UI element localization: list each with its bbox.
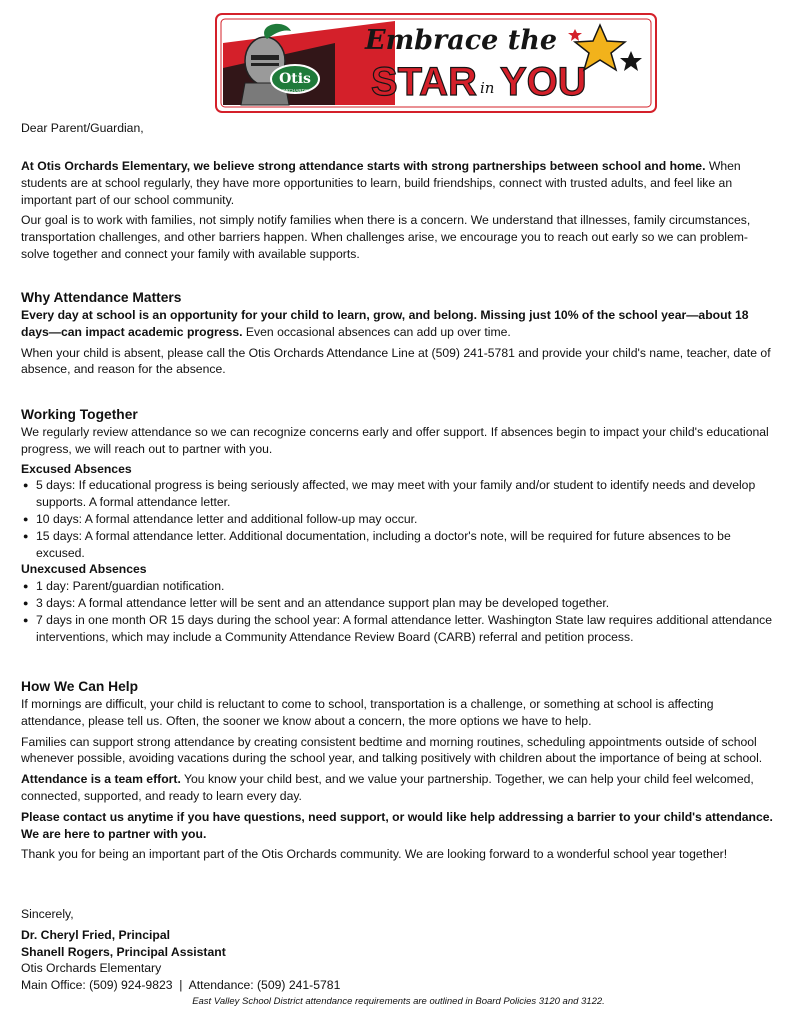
- help-team-rest: You know your child best, and we value your partnership. Together, we can help your child feel welcomed, connected, supported, and ready to learn every day.: [21, 772, 754, 803]
- help-paragraph-3: [21, 771, 776, 805]
- list-item: ● 5 days: If educational progress is being seriously affected, we may meet with your family and/or student to identify needs and develop supports. A formal attendance letter.: [21, 477, 776, 511]
- list-item: ● 3 days: A formal attendance letter will be sent and an attendance support plan may be developed together.: [21, 595, 776, 612]
- greeting: Dear Parent/Guardian,: [21, 121, 144, 135]
- signoff: [21, 906, 776, 994]
- banner-in-word: in: [480, 79, 495, 97]
- signer-1-name: Dr. Cheryl Fried, Principal: [21, 927, 171, 942]
- why-paragraph-2: When your child is absent, please call the Otis Orchards Attendance Line at (509) 241-5781 and provide your child's name, teacher, date of absence, and reason for the absence.: [21, 345, 771, 377]
- otis-logo: [271, 65, 319, 93]
- why-paragraph-1: [21, 307, 776, 341]
- excused-heading: Excused Absences: [21, 461, 132, 476]
- working-section: [21, 406, 776, 645]
- intro-rest: When students are at school regularly, they have more opportunities to learn, build friendships, connect with trusted adults, and feel like an important part of our school community.: [21, 159, 741, 207]
- intro-lead-bold: At Otis Orchards Elementary, we believe strong attendance starts with strong partnerships between school and home.: [21, 159, 706, 173]
- list-item: ● 7 days in one month OR 15 days during the school year: A formal attendance letter. Washington State law requires additional attendance interventions, which may include a Community Attendance Review Board (CARB) referral and petition process.: [21, 612, 776, 646]
- footnote: East Valley School District attendance requirements are outlined in Board Policies 3120 and 3122.: [192, 996, 605, 1007]
- help-paragraph-2: Families can support strong attendance by creating consistent bedtime and morning routines, scheduling appointments outside of school whenever possible, avoiding vacations during the school year, and talking positively with children about the importance of being at school.: [21, 734, 763, 766]
- help-team-bold: Attendance is a team effort.: [21, 772, 181, 787]
- intro-paragraph-1: [21, 158, 776, 208]
- intro-section: [21, 158, 776, 263]
- working-paragraph-1: We regularly review attendance so we can recognize concerns early and offer support. If absences begin to impact your child's educational progress, we will reach out to partner with you.: [21, 425, 769, 456]
- banner: [215, 13, 657, 113]
- list-item: ● 15 days: A formal attendance letter. Additional documentation, including a doctor's note, will be required for future absences to be excused.: [21, 528, 776, 562]
- help-contact-bold: Please contact us anytime if you have questions, need support, or would like help addressing a barrier to your child's attendance. We are here to partner with you.: [21, 809, 773, 841]
- signer-1: [21, 927, 776, 944]
- logo-word: Otis: [279, 71, 311, 87]
- school-name: Otis Orchards Elementary: [21, 961, 162, 976]
- help-paragraph-1: If mornings are difficult, your child is reluctant to come to school, transportation is a challenge, or something at school is affecting attendance, please tell us. Often, the sooner we know about a concern, the more options we have to help.: [21, 697, 714, 728]
- signer-2-name: Shanell Rogers, Principal Assistant: [21, 944, 226, 959]
- banner-star-word: STAR: [371, 60, 477, 104]
- banner-you-word: YOU: [500, 60, 587, 104]
- intro-paragraph-2: Our goal is to work with families, not simply notify families when there is a concern. We understand that illnesses, family circumstances, transportation challenges, and other barriers happen. When challenges arise, we encourage you to reach out early so we can problem-solve together and connect your family with available supports.: [21, 213, 751, 261]
- banner-graphic: [215, 13, 657, 113]
- help-paragraph-5: Thank you for being an important part of the Otis Orchards community. We are looking forward to a wonderful school year together!: [21, 847, 728, 862]
- help-heading: How We Can Help: [21, 679, 139, 694]
- closing: Sincerely,: [21, 907, 74, 921]
- working-heading: Working Together: [21, 407, 138, 422]
- logo-sub: ORCHARDS: [282, 88, 308, 93]
- list-item: ● 10 days: A formal attendance letter and additional follow-up may occur.: [21, 511, 776, 528]
- unexcused-heading: Unexcused Absences: [21, 562, 147, 577]
- unexcused-list: [21, 578, 776, 645]
- help-section: [21, 678, 776, 863]
- why-section: [21, 289, 776, 378]
- signer-2: [21, 944, 776, 961]
- why-rest: Even occasional absences can add up over time.: [242, 324, 511, 339]
- list-item: ● 1 day: Parent/guardian notification.: [21, 578, 776, 595]
- contact-line: Main Office: (509) 924-9823 | Attendance: (509) 241-5781: [21, 978, 341, 993]
- excused-list: [21, 477, 776, 561]
- why-heading: Why Attendance Matters: [21, 290, 182, 305]
- why-lead-bold: Every day at school is an opportunity for your child to learn, grow, and belong. Missing just 10% of the school year—about 18 days—can impact academic progress.: [21, 308, 749, 339]
- banner-line1: Embrace the: [365, 25, 558, 56]
- help-paragraph-4: [21, 809, 776, 843]
